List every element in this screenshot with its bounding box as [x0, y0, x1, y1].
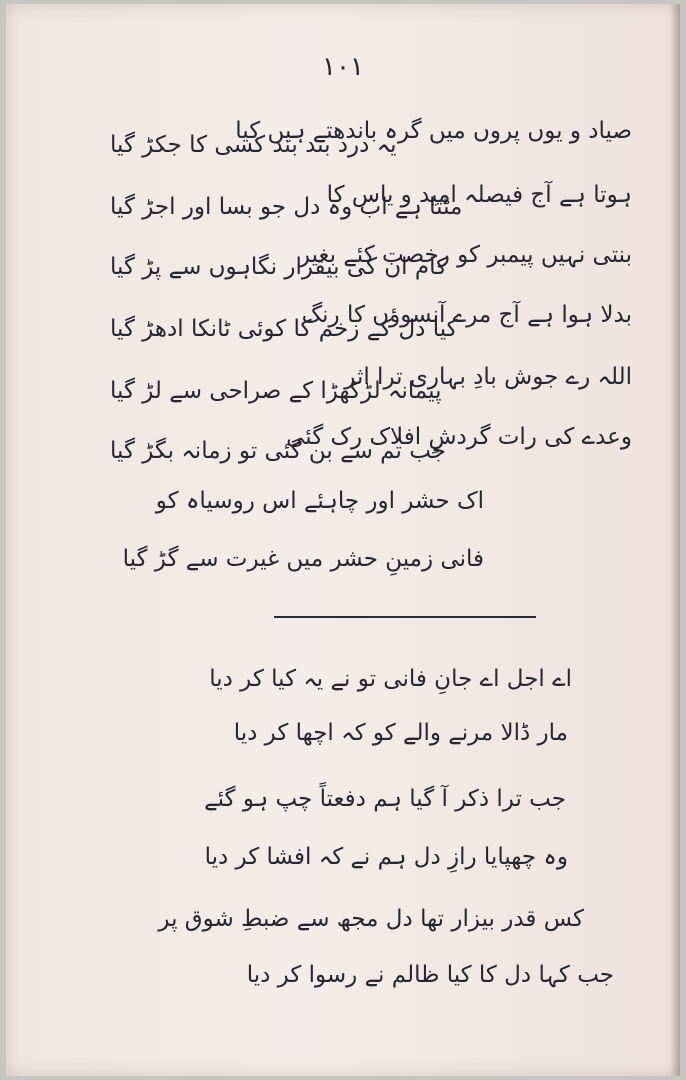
ghazal-2-line-5: کس قدر بیزار تھا دل مجھ سے ضبطِ شوق پر: [158, 906, 584, 932]
ghazal-2-line-1: اے اجل اے جانِ فانی تو نے یہ کیا کر دیا: [209, 666, 572, 692]
ghazal-1-couplet-5-misra-1: اللہ رے جوش بادِ بہاری ترا اثر: [344, 364, 632, 390]
ghazal-1-couplet-3-misra-2: کام ان کی بیقرار نگاہوں سے پڑ گیا: [110, 254, 448, 280]
ghazal-1-couplet-1-misra-1: صیاد و یوں پروں میں گرہ باندھتے ہیں کیا: [235, 118, 632, 144]
ghazal-1-couplet-2-misra-2: مٹتا ہے اب وہ دل جو بسا اور اجڑ گیا: [110, 194, 463, 220]
ghazal-2-line-4: وہ چھپایا رازِ دل ہم نے کہ افشا کر دیا: [204, 844, 568, 870]
ghazal-1-couplet-1-misra-2: یہ درد بند بند کسی کا جکڑ گیا: [110, 132, 397, 158]
section-divider: [274, 616, 536, 618]
book-page: [6, 4, 680, 1076]
ghazal-1-couplet-6-misra-1: وعدے کی رات گردشِ افلاک رک گئی: [286, 424, 632, 450]
ghazal-1-couplet-5-misra-2: پیمانہ لڑکھڑا کے صراحی سے لڑ گیا: [110, 378, 442, 404]
ghazal-1-couplet-6-misra-2: جب تم سے بن گئی تو زمانہ بگڑ گیا: [110, 438, 447, 464]
ghazal-2-line-6: جب کہا دل کا کیا ظالم نے رسوا کر دیا: [246, 962, 614, 988]
ghazal-2-line-2: مار ڈالا مرنے والے کو کہ اچھا کر دیا: [233, 720, 568, 746]
ghazal-1-maqta-misra-1: اک حشر اور چاہئے اس روسیاہ کو: [155, 488, 484, 514]
ghazal-1-couplet-3-misra-1: بنتی نہیں پیمبر کو رخصت کئے بغیر: [298, 242, 632, 268]
page-number: ١٠١: [322, 52, 364, 82]
ghazal-1-couplet-4-misra-2: کیا دل کے زخم کا کوئی ٹانکا ادھڑ گیا: [110, 316, 458, 342]
ghazal-1-couplet-4-misra-1: بدلا ہوا ہے آج مرے آنسوؤں کا رنگ: [301, 302, 632, 328]
ghazal-1-maqta-misra-2: فانی زمینِ حشر میں غیرت سے گڑ گیا: [122, 546, 484, 572]
ghazal-1-couplet-2-misra-1: ہوتا ہے آج فیصلہ امید و یاس کا: [326, 182, 632, 208]
ghazal-2-line-3: جب ترا ذکر آ گیا ہم دفعتاً چپ ہو گئے: [204, 786, 566, 812]
page-binding-shadow: [670, 4, 680, 1076]
